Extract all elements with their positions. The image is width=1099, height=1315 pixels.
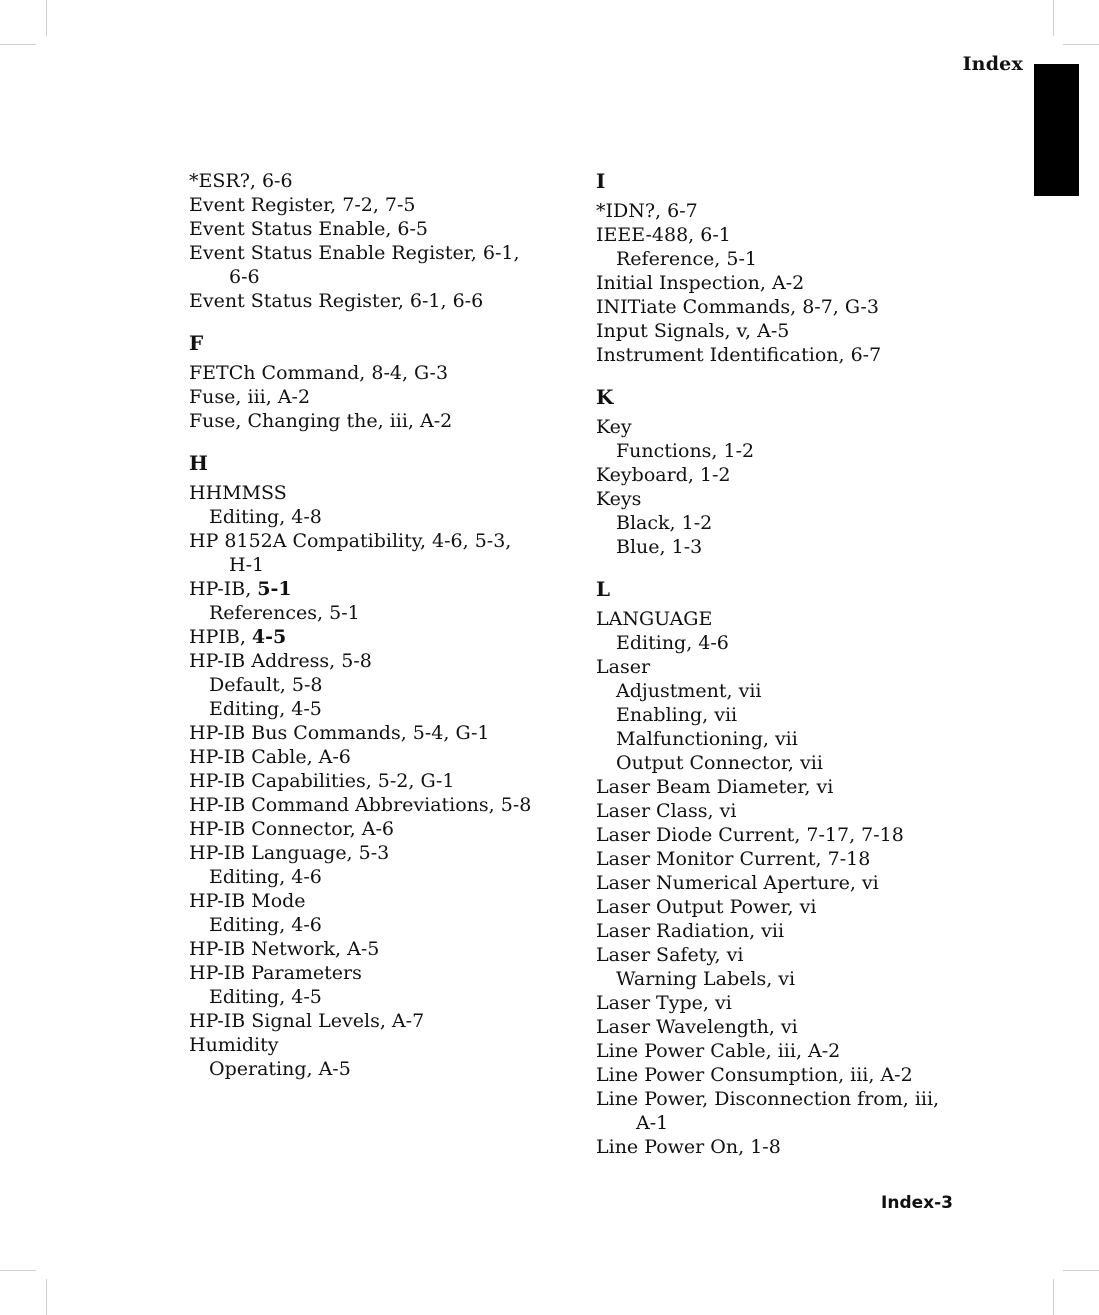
index-entry-continuation: H-1 bbox=[229, 554, 265, 576]
thumb-index-tab bbox=[1034, 64, 1079, 196]
index-entry: HP-IB Language, 5-3 bbox=[189, 842, 390, 864]
index-entry: Event Status Enable, 6-5 bbox=[189, 218, 428, 240]
index-entry-primary-page: 4-5 bbox=[251, 626, 287, 648]
index-subentry: Enabling, vii bbox=[616, 704, 738, 726]
index-letter-heading: K bbox=[596, 385, 614, 409]
index-entry: *ESR?, 6-6 bbox=[189, 170, 293, 192]
page-header-title: Index bbox=[962, 53, 1023, 75]
index-subentry: Reference, 5-1 bbox=[616, 248, 757, 270]
index-column-left bbox=[189, 169, 549, 1081]
index-column-right bbox=[596, 169, 976, 1159]
crop-mark bbox=[46, 0, 47, 36]
index-entry: INITiate Commands, 8-7, G-3 bbox=[596, 296, 879, 318]
index-entry: Line Power On, 1-8 bbox=[596, 1136, 781, 1158]
index-entry-continuation: A-1 bbox=[636, 1112, 669, 1134]
index-subentry: Blue, 1-3 bbox=[616, 536, 703, 558]
index-subentry: Editing, 4-5 bbox=[209, 986, 322, 1008]
crop-mark bbox=[0, 1270, 36, 1271]
index-subentry: Black, 1-2 bbox=[616, 512, 713, 534]
crop-mark bbox=[46, 1279, 47, 1315]
index-entry: HHMMSS bbox=[189, 482, 287, 504]
index-entry: Laser Monitor Current, 7-18 bbox=[596, 848, 871, 870]
index-entry: Line Power Cable, iii, A-2 bbox=[596, 1040, 841, 1062]
index-subentry: Functions, 1-2 bbox=[616, 440, 755, 462]
index-entry: HP-IB Mode bbox=[189, 890, 306, 912]
index-entry-term: HPIB, bbox=[189, 626, 252, 648]
index-subentry: Editing, 4-6 bbox=[209, 866, 322, 888]
index-entry: Instrument Identification, 6-7 bbox=[596, 344, 882, 366]
index-letter-heading: L bbox=[596, 577, 611, 601]
index-letter-heading: H bbox=[189, 451, 208, 475]
index-subentry: Editing, 4-6 bbox=[209, 914, 322, 936]
index-entry: HP-IB Connector, A-6 bbox=[189, 818, 394, 840]
crop-mark bbox=[1063, 44, 1099, 45]
index-entry: Laser bbox=[596, 656, 651, 678]
index-entry: IEEE-488, 6-1 bbox=[596, 224, 731, 246]
index-entry bbox=[189, 625, 549, 649]
index-entry: Key bbox=[596, 416, 632, 438]
crop-mark bbox=[1053, 0, 1054, 36]
index-entry-continuation: 6-6 bbox=[229, 266, 260, 288]
index-entry: Laser Type, vi bbox=[596, 992, 732, 1014]
index-entry: Humidity bbox=[189, 1034, 279, 1056]
index-entry: Fuse, iii, A-2 bbox=[189, 386, 311, 408]
index-entry: Laser Safety, vi bbox=[596, 944, 744, 966]
index-subentry: Editing, 4-6 bbox=[616, 632, 729, 654]
index-subentry: Warning Labels, vi bbox=[616, 968, 796, 990]
index-letter-heading: F bbox=[189, 331, 204, 355]
index-entry: HP-IB Signal Levels, A-7 bbox=[189, 1010, 425, 1032]
index-entry: HP-IB Cable, A-6 bbox=[189, 746, 351, 768]
index-entry: Event Status Enable Register, 6-1, bbox=[189, 242, 520, 264]
index-entry: Line Power Consumption, iii, A-2 bbox=[596, 1064, 913, 1086]
index-entry: Keys bbox=[596, 488, 642, 510]
index-entry bbox=[189, 577, 549, 601]
index-entry-primary-page: 5-1 bbox=[257, 578, 292, 600]
crop-mark bbox=[1063, 1270, 1099, 1271]
crop-mark bbox=[0, 44, 36, 45]
index-subentry: Operating, A-5 bbox=[209, 1058, 351, 1080]
index-entry: Laser Output Power, vi bbox=[596, 896, 817, 918]
index-subentry: Adjustment, vii bbox=[616, 680, 762, 702]
index-entry: HP-IB Command Abbreviations, 5-8 bbox=[189, 794, 532, 816]
index-entry: Input Signals, v, A-5 bbox=[596, 320, 790, 342]
index-entry: Keyboard, 1-2 bbox=[596, 464, 731, 486]
index-entry-term: HP-IB, bbox=[189, 578, 258, 600]
index-subentry: References, 5-1 bbox=[209, 602, 360, 624]
index-entry: Laser Numerical Aperture, vi bbox=[596, 872, 879, 894]
index-entry: Line Power, Disconnection from, iii, bbox=[596, 1088, 940, 1110]
index-entry: HP 8152A Compatibility, 4-6, 5-3, bbox=[189, 530, 512, 552]
index-entry: Event Status Register, 6-1, 6-6 bbox=[189, 290, 484, 312]
index-entry: Laser Diode Current, 7-17, 7-18 bbox=[596, 824, 904, 846]
index-entry: Initial Inspection, A-2 bbox=[596, 272, 805, 294]
index-entry: Fuse, Changing the, iii, A-2 bbox=[189, 410, 453, 432]
index-entry: LANGUAGE bbox=[596, 608, 713, 630]
index-entry: Laser Radiation, vii bbox=[596, 920, 785, 942]
index-entry: HP-IB Parameters bbox=[189, 962, 362, 984]
index-subentry: Malfunctioning, vii bbox=[616, 728, 798, 750]
index-entry: Laser Beam Diameter, vi bbox=[596, 776, 834, 798]
index-entry: *IDN?, 6-7 bbox=[596, 200, 698, 222]
index-entry: HP-IB Network, A-5 bbox=[189, 938, 380, 960]
index-entry: HP-IB Bus Commands, 5-4, G-1 bbox=[189, 722, 490, 744]
page-number: Index-3 bbox=[881, 1193, 953, 1213]
index-letter-heading: I bbox=[596, 169, 606, 193]
index-subentry: Editing, 4-5 bbox=[209, 698, 322, 720]
index-entry: Laser Wavelength, vi bbox=[596, 1016, 798, 1038]
crop-mark bbox=[1053, 1279, 1054, 1315]
index-entry: HP-IB Capabilities, 5-2, G-1 bbox=[189, 770, 455, 792]
index-subentry: Editing, 4-8 bbox=[209, 506, 322, 528]
index-subentry: Default, 5-8 bbox=[209, 674, 323, 696]
index-entry: Event Register, 7-2, 7-5 bbox=[189, 194, 416, 216]
index-entry: Laser Class, vi bbox=[596, 800, 737, 822]
index-entry: FETCh Command, 8-4, G-3 bbox=[189, 362, 449, 384]
index-subentry: Output Connector, vii bbox=[616, 752, 823, 774]
index-entry: HP-IB Address, 5-8 bbox=[189, 650, 372, 672]
